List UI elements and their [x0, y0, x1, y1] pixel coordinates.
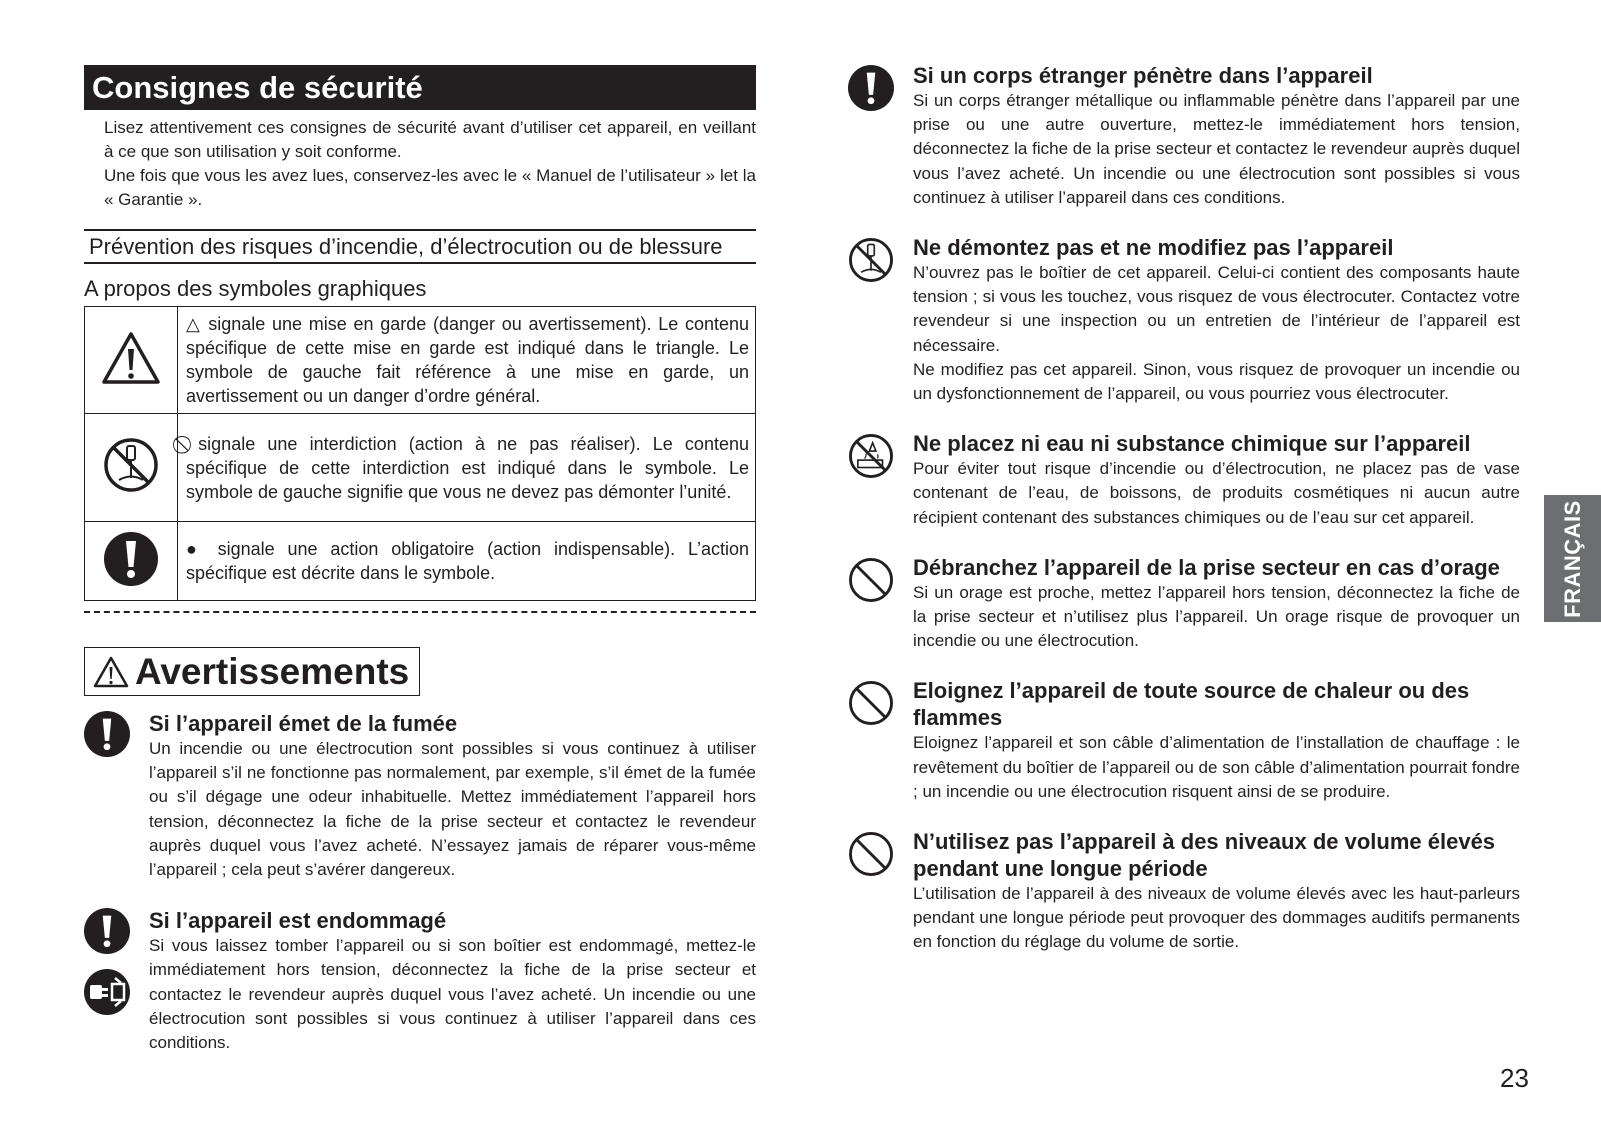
- intro: [104, 116, 756, 212]
- warnings-title: [84, 647, 420, 696]
- warning-body: L’utilisation de l’appareil à des niveaux de volume élevés avec les haut-parleurs pendant une longue période peut provoquer des dommages auditifs permanents en fonction du réglage du volume de sortie.: [913, 884, 1520, 952]
- warning-body: Pour éviter tout risque d’incendie ou d’électrocution, ne placez pas de vase contenant de l’eau, de boissons, de produits cosmétiques ni aucun autre récipient contenant des substances chimiques ou de l’eau sur cet appareil.: [913, 459, 1520, 527]
- warning-body: Eloignez l’appareil et son câble d’alimentation de l’installation de chauffage : le revêtement du boîtier de l’appareil ou de son câble d’alimentation pourrait fondre ; un incendie ou une électrocution risquent ainsi de se produire.: [913, 733, 1520, 801]
- mandatory-exclamation-icon: [104, 532, 158, 586]
- language-tab: [1544, 495, 1601, 622]
- page-number: 23: [1500, 1063, 1529, 1093]
- warning-heading: Débranchez l’appareil de la prise secteur en cas d’orage: [913, 554, 1500, 580]
- symbol-description: ⃠ signale une interdiction (action à ne pas réaliser). Le contenu spécifique de cette interdiction est indiqué dans le symbole. Le symbole de gauche signifie que vous ne devez pas démonter l’unité.: [178, 414, 756, 522]
- table-row: [85, 307, 756, 414]
- mandatory-exclamation-icon: [84, 908, 130, 954]
- no-disassembly-icon: [103, 437, 159, 493]
- warning-body: Ne modifiez pas cet appareil. Sinon, vous risquez de provoquer un incendie ou un dysfonctionnement de l’appareil, ou vous pourriez vous électrocuter.: [913, 359, 1520, 404]
- unplug-icon: [84, 969, 130, 1015]
- warning-heading: Ne placez ni eau ni substance chimique sur l’appareil: [913, 431, 1471, 457]
- warning-body: Un incendie ou une électrocution sont possibles si vous continuez à utiliser l’appareil s’il ne fonctionne pas normalement, par exemple, s’il émet de la fumée ou s’il dégage une odeur inhabituelle. Mettez immédiatement l’appareil hors tension, déconnectez la fiche de la prise secteur et contactez le revendeur auprès duquel vous l’avez acheté. N’essayez jamais de réparer vous-même l’appareil ; cela peut s’avérer dangereux.: [149, 739, 756, 880]
- warning-item: [848, 677, 1520, 804]
- warning-heading: Si l’appareil est endommagé: [149, 908, 447, 934]
- warning-heading: Ne démontez pas et ne modifiez pas l’appareil: [913, 235, 1394, 261]
- warning-body: N’ouvrez pas le boîtier de cet appareil. Celui-ci contient des composants haute tension ; si vous les touchez, vous risquez de vous électrocuter. Contactez votre revendeur si une inspection ou un entretien de l’intérieur de l’appareil est nécessaire.: [913, 263, 1520, 355]
- warnings-title-text: Avertissements: [135, 651, 410, 692]
- warning-heading: Si l’appareil émet de la fumée: [149, 711, 458, 736]
- warning-item: [848, 62, 1520, 210]
- intro-paragraph: Une fois que vous les avez lues, conservez-les avec le « Manuel de l’utilisateur » let la « Garantie ».: [104, 166, 756, 209]
- warning-body: Si vous laissez tomber l’appareil ou si son boîtier est endommagé, mettez-le immédiatement hors tension, déconnectez la fiche de la prise secteur et contactez le revendeur auprès duquel vous l’avez acheté. Un incendie ou une électrocution sont possibles si vous continuez à utiliser l’appareil dans ces conditions.: [149, 936, 756, 1053]
- subtitle: Prévention des risques d’incendie, d’électrocution ou de blessure: [84, 229, 756, 264]
- no-liquid-icon: [848, 433, 894, 479]
- language-tab-label: FRANÇAIS: [1559, 499, 1585, 618]
- prohibition-icon: [848, 557, 894, 603]
- warning-item: [84, 907, 756, 1055]
- symbol-description: △ signale une mise en garde (danger ou avertissement). Le contenu spécifique de cette mise en garde est indiqué dans le triangle. Le symbole de gauche fait référence à une mise en garde, un avertissement ou un danger d’ordre général.: [178, 307, 756, 414]
- symbols-table: [84, 306, 756, 601]
- mandatory-exclamation-icon: [848, 65, 894, 111]
- dashed-divider: [84, 611, 756, 613]
- symbol-description: ● signale une action obligatoire (action indispensable). L’action spécifique est décrite dans le symbole.: [178, 522, 756, 601]
- intro-paragraph: Lisez attentivement ces consignes de sécurité avant d’utiliser cet appareil, en veillant à ce que son utilisation y soit conforme.: [104, 118, 756, 161]
- warning-item: [848, 828, 1520, 955]
- mandatory-exclamation-icon: [84, 711, 130, 757]
- table-row: [85, 414, 756, 522]
- warning-heading: Eloignez l’appareil de toute source de chaleur ou des flammes: [913, 678, 1470, 731]
- warning-heading: Si un corps étranger pénètre dans l’appareil: [913, 63, 1373, 88]
- symbols-heading: A propos des symboles graphiques: [84, 276, 427, 301]
- left-column: [84, 65, 756, 1055]
- warning-item: [848, 554, 1520, 654]
- warning-item: [848, 430, 1520, 530]
- warning-triangle-icon: [93, 656, 129, 688]
- warning-item: [84, 710, 756, 882]
- right-column: [848, 62, 1520, 955]
- warning-item: [848, 234, 1520, 406]
- table-row: [85, 522, 756, 601]
- warning-body: Si un orage est proche, mettez l’appareil hors tension, déconnectez la fiche de la prise secteur et n’utilisez plus l’appareil. Un orage risque de provoquer un incendie ou une électrocution.: [913, 582, 1520, 651]
- no-disassembly-icon: [848, 237, 894, 283]
- prohibition-icon: [848, 680, 894, 726]
- prohibition-icon: [848, 831, 894, 877]
- section-title: Consignes de sécurité: [84, 65, 756, 110]
- warning-heading: N’utilisez pas l’appareil à des niveaux de volume élevés pendant une longue période: [913, 829, 1496, 882]
- warning-body: Si un corps étranger métallique ou inflammable pénètre dans l’appareil par une prise ou une autre ouverture, mettez-le immédiatement hors tension, déconnectez la fiche de la prise secteur et contactez le revendeur auprès duquel vous l’avez acheté. Un incendie ou une électrocution sont possibles si vous continuez à utiliser l’appareil dans ces conditions.: [913, 91, 1520, 207]
- warning-triangle-icon: [100, 330, 162, 386]
